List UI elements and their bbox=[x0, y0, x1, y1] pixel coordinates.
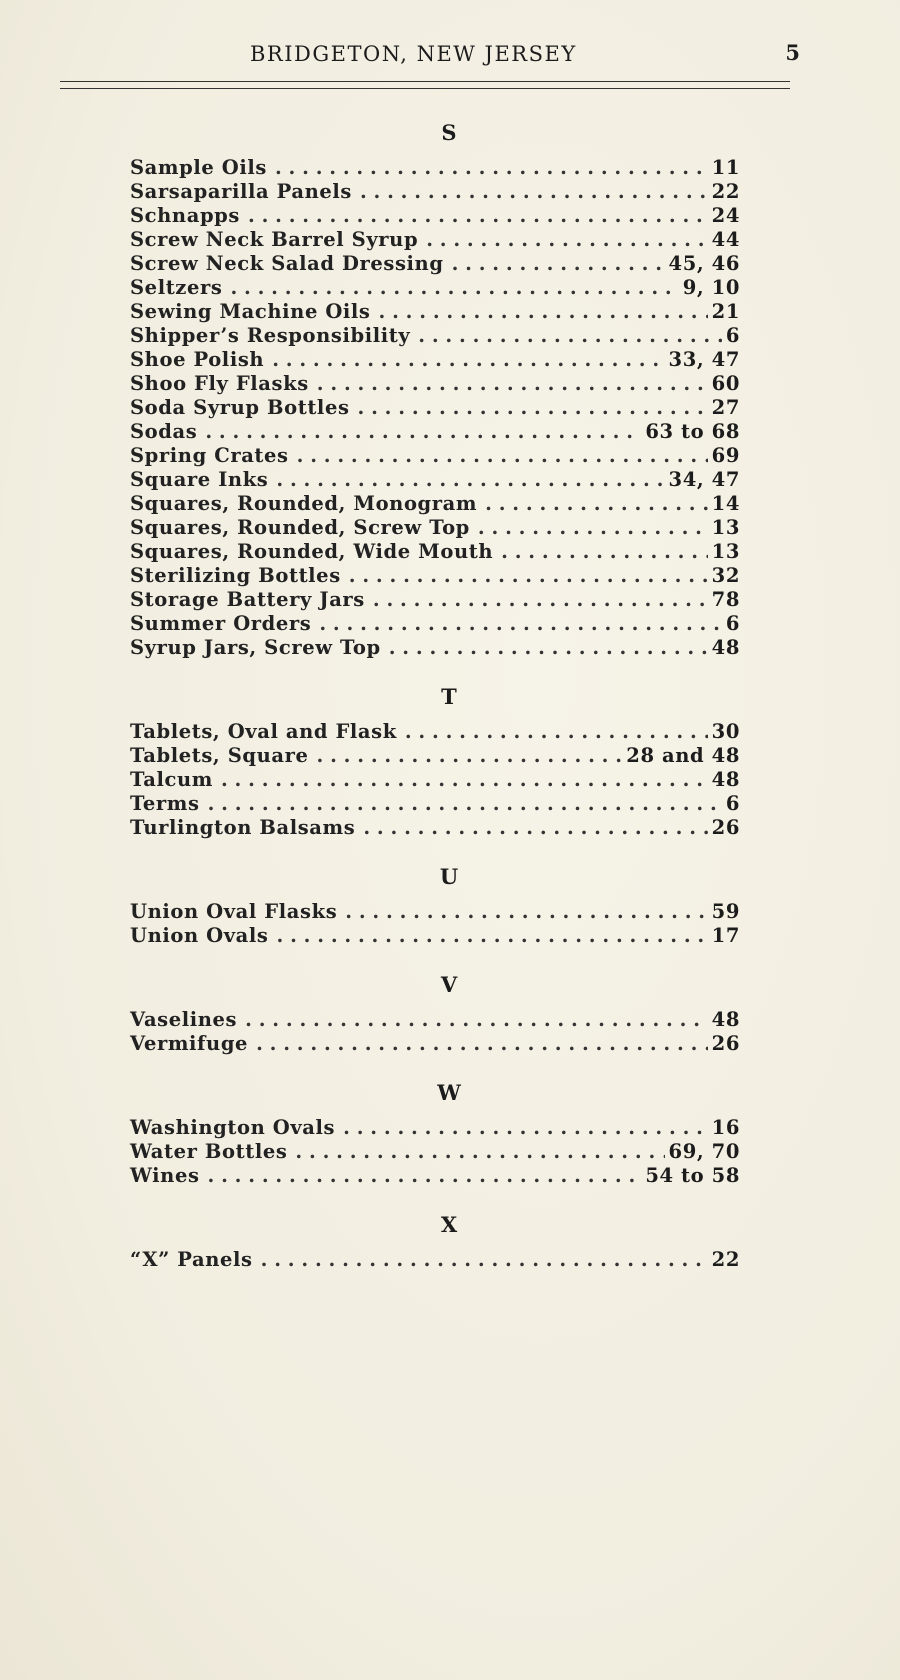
index-entry bbox=[130, 1164, 740, 1188]
entry-name: Screw Neck Barrel Syrup bbox=[130, 228, 419, 251]
entry-name: “X” Panels bbox=[130, 1248, 253, 1271]
page-number: 5 bbox=[785, 40, 800, 65]
entry-name: Sewing Machine Oils bbox=[130, 300, 371, 323]
index-entry bbox=[130, 420, 740, 444]
index-entry bbox=[130, 900, 740, 924]
entry-page: 14 bbox=[711, 492, 740, 515]
dot-leader bbox=[349, 564, 708, 588]
entry-name: Storage Battery Jars bbox=[130, 588, 365, 611]
entry-page: 21 bbox=[711, 300, 740, 323]
entry-name: Vaselines bbox=[130, 1008, 238, 1031]
entry-name: Wines bbox=[130, 1164, 200, 1187]
index-section-u bbox=[130, 864, 740, 948]
index-entry bbox=[130, 228, 740, 252]
entry-page: 54 to 58 bbox=[645, 1164, 740, 1187]
page-header bbox=[60, 40, 800, 80]
entry-page: 13 bbox=[711, 516, 740, 539]
entry-page: 32 bbox=[711, 564, 740, 587]
entry-page: 30 bbox=[711, 720, 740, 743]
index-list bbox=[130, 120, 740, 1296]
index-entry bbox=[130, 1140, 740, 1164]
entry-page: 48 bbox=[711, 1008, 740, 1031]
entry-page: 26 bbox=[711, 816, 740, 839]
entry-page: 48 bbox=[711, 768, 740, 791]
index-entry bbox=[130, 816, 740, 840]
index-entry bbox=[130, 768, 740, 792]
index-entry bbox=[130, 468, 740, 492]
dot-leader bbox=[389, 636, 708, 660]
entry-name: Spring Crates bbox=[130, 444, 289, 467]
entry-page: 44 bbox=[711, 228, 740, 251]
dot-leader bbox=[418, 324, 722, 348]
dot-leader bbox=[295, 1140, 664, 1164]
index-entry bbox=[130, 1116, 740, 1140]
dot-leader bbox=[205, 420, 641, 444]
dot-leader bbox=[478, 516, 708, 540]
dot-leader bbox=[345, 900, 707, 924]
entry-name: Tablets, Square bbox=[130, 744, 309, 767]
entry-page: 59 bbox=[711, 900, 740, 923]
dot-leader bbox=[256, 1032, 708, 1056]
entry-page: 26 bbox=[711, 1032, 740, 1055]
entry-name: Squares, Rounded, Monogram bbox=[130, 492, 478, 515]
entry-name: Syrup Jars, Screw Top bbox=[130, 636, 381, 659]
entry-page: 6 bbox=[725, 324, 740, 347]
dot-leader bbox=[343, 1116, 708, 1140]
index-entry bbox=[130, 252, 740, 276]
entry-page: 78 bbox=[711, 588, 740, 611]
entry-page: 69 bbox=[711, 444, 740, 467]
index-entry bbox=[130, 636, 740, 660]
dot-leader bbox=[426, 228, 707, 252]
entry-name: Terms bbox=[130, 792, 200, 815]
entry-page: 17 bbox=[711, 924, 740, 947]
dot-leader bbox=[485, 492, 708, 516]
index-section-t bbox=[130, 684, 740, 840]
entry-name: Screw Neck Salad Dressing bbox=[130, 252, 444, 275]
header-rule-top bbox=[60, 81, 790, 82]
index-entry bbox=[130, 792, 740, 816]
index-entry bbox=[130, 1008, 740, 1032]
section-letter: S bbox=[441, 120, 457, 145]
index-entry bbox=[130, 924, 740, 948]
entry-page: 22 bbox=[711, 180, 740, 203]
section-letter: W bbox=[437, 1080, 461, 1105]
entry-name: Talcum bbox=[130, 768, 213, 791]
index-entry bbox=[130, 372, 740, 396]
entry-page: 27 bbox=[711, 396, 740, 419]
dot-leader bbox=[405, 720, 708, 744]
entry-page: 6 bbox=[725, 612, 740, 635]
dot-leader bbox=[379, 300, 708, 324]
index-entry bbox=[130, 300, 740, 324]
index-entry bbox=[130, 516, 740, 540]
dot-leader bbox=[261, 1248, 708, 1272]
index-entry bbox=[130, 492, 740, 516]
dot-leader bbox=[221, 768, 708, 792]
entry-page: 6 bbox=[725, 792, 740, 815]
index-section-v bbox=[130, 972, 740, 1056]
entry-name: Union Oval Flasks bbox=[130, 900, 338, 923]
dot-leader bbox=[208, 1164, 642, 1188]
index-section-w bbox=[130, 1080, 740, 1188]
entry-name: Soda Syrup Bottles bbox=[130, 396, 350, 419]
entry-name: Shoe Polish bbox=[130, 348, 265, 371]
index-entry bbox=[130, 324, 740, 348]
entry-page: 16 bbox=[711, 1116, 740, 1139]
dot-leader bbox=[358, 396, 708, 420]
entry-name: Water Bottles bbox=[130, 1140, 288, 1163]
dot-leader bbox=[317, 372, 708, 396]
entry-name: Shoo Fly Flasks bbox=[130, 372, 309, 395]
entry-name: Squares, Rounded, Screw Top bbox=[130, 516, 470, 539]
index-entry bbox=[130, 180, 740, 204]
dot-leader bbox=[275, 156, 708, 180]
dot-leader bbox=[501, 540, 708, 564]
dot-leader bbox=[297, 444, 708, 468]
index-entry bbox=[130, 1032, 740, 1056]
index-entry bbox=[130, 720, 740, 744]
running-title: BRIDGETON, NEW JERSEY bbox=[250, 42, 577, 66]
index-section-x bbox=[130, 1212, 740, 1272]
entry-name: Union Ovals bbox=[130, 924, 269, 947]
dot-leader bbox=[452, 252, 665, 276]
entry-page: 11 bbox=[711, 156, 740, 179]
index-entry bbox=[130, 396, 740, 420]
entry-page: 24 bbox=[711, 204, 740, 227]
index-entry bbox=[130, 540, 740, 564]
section-letter: X bbox=[440, 1212, 458, 1237]
index-entry bbox=[130, 204, 740, 228]
entry-name: Vermifuge bbox=[130, 1032, 249, 1055]
dot-leader bbox=[230, 276, 678, 300]
dot-leader bbox=[272, 348, 664, 372]
entry-name: Sarsaparilla Panels bbox=[130, 180, 352, 203]
entry-name: Washington Ovals bbox=[130, 1116, 336, 1139]
dot-leader bbox=[360, 180, 708, 204]
entry-page: 63 to 68 bbox=[645, 420, 740, 443]
section-letter: V bbox=[440, 972, 458, 997]
index-entry bbox=[130, 444, 740, 468]
entry-name: Squares, Rounded, Wide Mouth bbox=[130, 540, 494, 563]
entry-page: 45, 46 bbox=[668, 252, 740, 275]
dot-leader bbox=[245, 1008, 708, 1032]
entry-name: Shipper’s Responsibility bbox=[130, 324, 411, 347]
entry-page: 28 and 48 bbox=[626, 744, 740, 767]
index-section-s bbox=[130, 120, 740, 660]
index-entry bbox=[130, 1248, 740, 1272]
section-letter: U bbox=[439, 864, 459, 889]
header-rule-bottom bbox=[60, 88, 790, 89]
index-entry bbox=[130, 156, 740, 180]
section-letter: T bbox=[441, 684, 457, 709]
entry-page: 33, 47 bbox=[668, 348, 740, 371]
dot-leader bbox=[208, 792, 722, 816]
index-entry bbox=[130, 276, 740, 300]
entry-name: Sample Oils bbox=[130, 156, 267, 179]
entry-name: Sterilizing Bottles bbox=[130, 564, 341, 587]
dot-leader bbox=[373, 588, 708, 612]
entry-page: 48 bbox=[711, 636, 740, 659]
entry-page: 9, 10 bbox=[682, 276, 740, 299]
index-entry bbox=[130, 744, 740, 768]
entry-name: Square Inks bbox=[130, 468, 269, 491]
index-entry bbox=[130, 564, 740, 588]
index-entry bbox=[130, 612, 740, 636]
dot-leader bbox=[277, 924, 708, 948]
dot-leader bbox=[363, 816, 707, 840]
entry-page: 13 bbox=[711, 540, 740, 563]
entry-name: Tablets, Oval and Flask bbox=[130, 720, 397, 743]
dot-leader bbox=[248, 204, 708, 228]
entry-name: Sodas bbox=[130, 420, 198, 443]
entry-name: Summer Orders bbox=[130, 612, 312, 635]
entry-page: 34, 47 bbox=[668, 468, 740, 491]
dot-leader bbox=[319, 612, 721, 636]
entry-page: 69, 70 bbox=[668, 1140, 740, 1163]
index-entry bbox=[130, 588, 740, 612]
dot-leader bbox=[276, 468, 664, 492]
entry-page: 22 bbox=[711, 1248, 740, 1271]
index-entry bbox=[130, 348, 740, 372]
entry-name: Schnapps bbox=[130, 204, 240, 227]
dot-leader bbox=[317, 744, 623, 768]
entry-name: Seltzers bbox=[130, 276, 223, 299]
entry-name: Turlington Balsams bbox=[130, 816, 356, 839]
entry-page: 60 bbox=[711, 372, 740, 395]
